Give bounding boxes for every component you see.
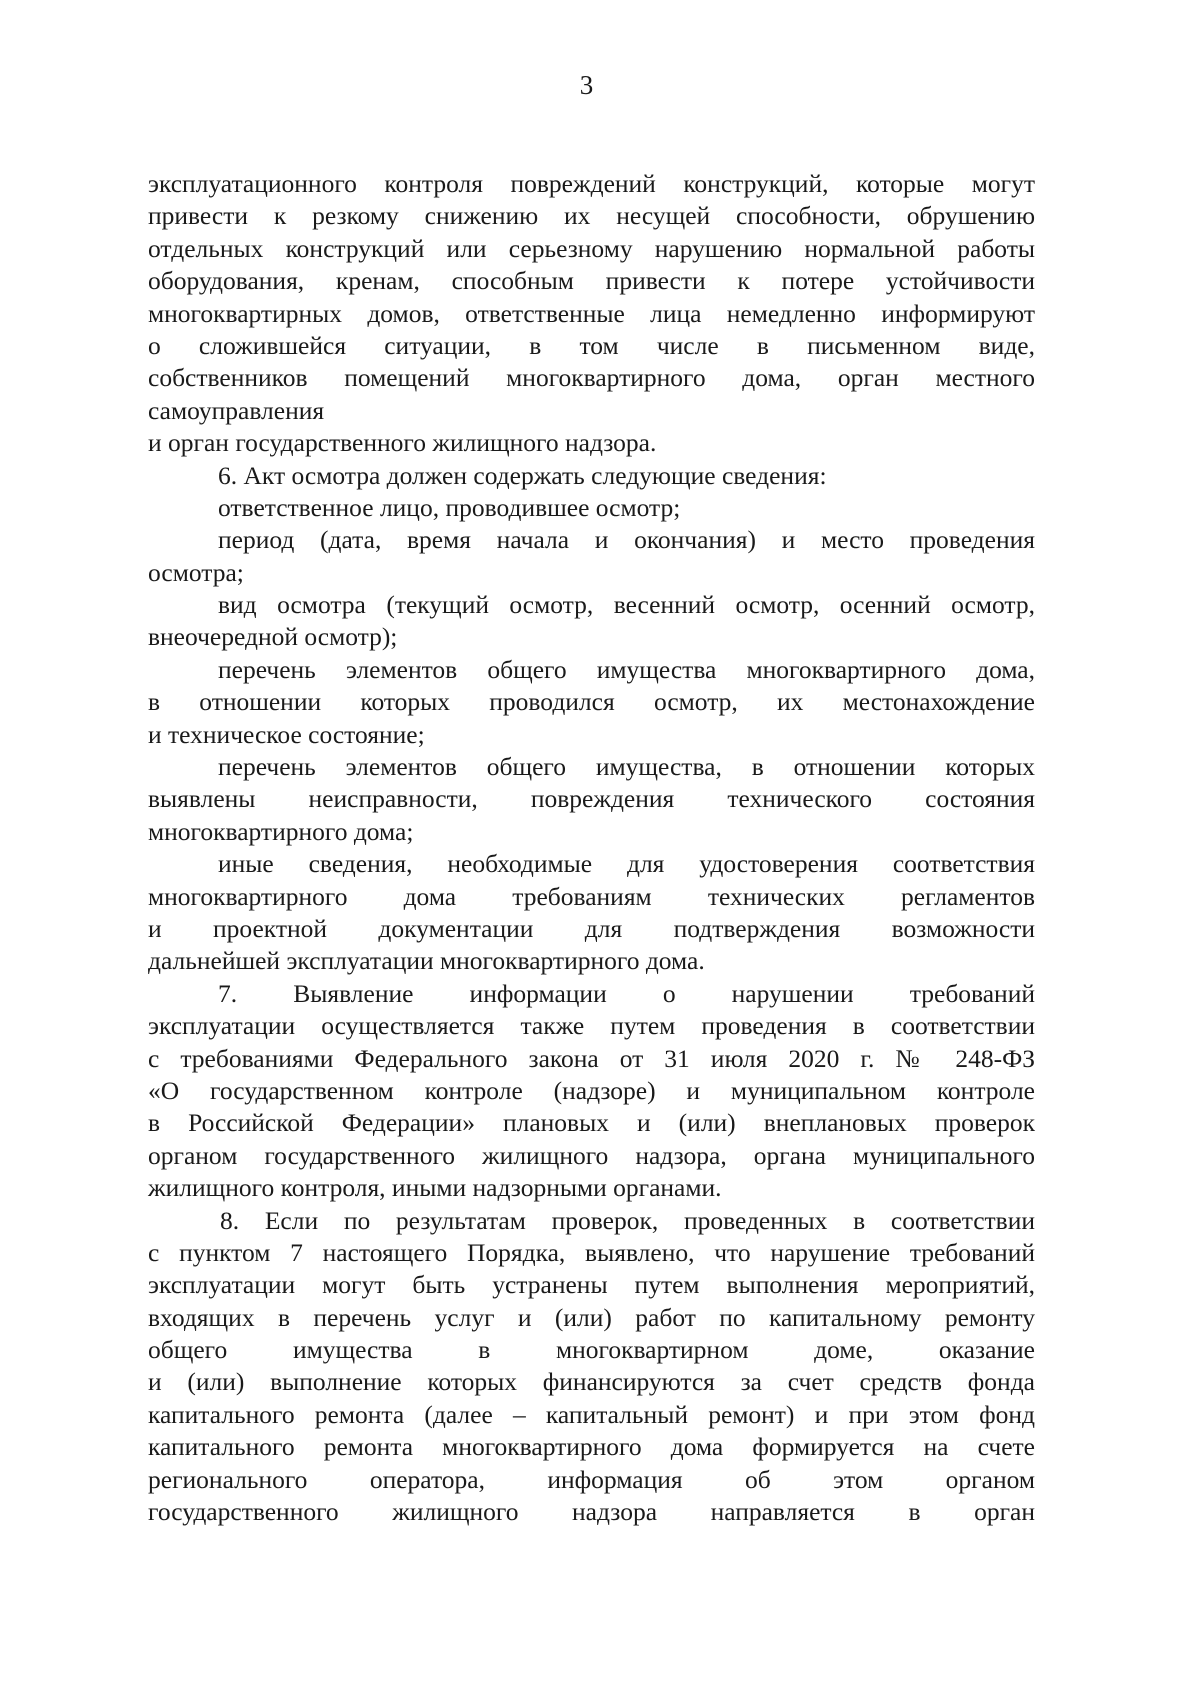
- text-line: и проектной документации для подтверждения возможности: [148, 913, 1035, 943]
- text-line: собственников помещений многоквартирного дома, орган местного: [148, 363, 1035, 393]
- text-line: эксплуатации могут быть устранены путем выполнения мероприятий,: [148, 1270, 1035, 1300]
- text-line: оборудования, кренам, способным привести к потере устойчивости: [148, 266, 1035, 296]
- text-line: 6. Акт осмотра должен содержать следующие сведения:: [218, 460, 827, 490]
- text-line: многоквартирного дома требованиям технических регламентов: [148, 881, 1035, 911]
- text-line: перечень элементов общего имущества многоквартирного дома,: [218, 654, 1035, 684]
- page-number: 3: [579, 70, 594, 100]
- text-line: эксплуатации осуществляется также путем проведения в соответствии: [148, 1011, 1035, 1041]
- text-line: регионального оператора, информация об этом органом: [148, 1464, 1035, 1494]
- text-line: вид осмотра (текущий осмотр, весенний осмотр, осенний осмотр,: [218, 590, 1035, 620]
- text-line: в Российской Федерации» плановых и (или) внеплановых проверок: [148, 1108, 1035, 1138]
- text-line: 8. Если по результатам проверок, проведенных в соответствии: [220, 1205, 1035, 1235]
- text-line: перечень элементов общего имущества, в отношении которых: [218, 752, 1035, 782]
- text-line: дальнейшей эксплуатации многоквартирного дома.: [148, 946, 705, 976]
- text-line: в отношении которых проводился осмотр, их местонахождение: [148, 687, 1035, 717]
- text-line: государственного жилищного надзора направляется в орган: [148, 1497, 1035, 1527]
- text-line: период (дата, время начала и окончания) и место проведения: [218, 525, 1035, 555]
- document-body: [148, 168, 1035, 1528]
- text-line: привести к резкому снижению их несущей способности, обрушению: [148, 201, 1035, 231]
- text-line: отдельных конструкций или серьезному нарушению нормальной работы: [148, 233, 1035, 263]
- text-line: «О государственном контроле (надзоре) и муниципальном контроле: [148, 1075, 1035, 1105]
- text-line: и орган государственного жилищного надзора.: [148, 428, 657, 458]
- text-line: ответственное лицо, проводившее осмотр;: [218, 492, 681, 522]
- text-line: внеочередной осмотр);: [148, 622, 398, 652]
- text-line: самоуправления: [148, 395, 325, 425]
- text-line: и (или) выполнение которых финансируются за счет средств фонда: [148, 1367, 1035, 1397]
- text-line: 7. Выявление информации о нарушении требований: [218, 978, 1035, 1008]
- text-line: общего имущества в многоквартирном доме, оказание: [148, 1335, 1035, 1365]
- text-line: иные сведения, необходимые для удостоверения соответствия: [218, 849, 1035, 879]
- text-line: выявлены неисправности, повреждения технического состояния: [148, 784, 1035, 814]
- text-line: с требованиями Федерального закона от 31 июля 2020 г. № 248-ФЗ: [148, 1043, 1035, 1073]
- text-line: осмотра;: [148, 557, 244, 587]
- text-line: многоквартирных домов, ответственные лица немедленно информируют: [148, 298, 1035, 328]
- text-line: с пунктом 7 настоящего Порядка, выявлено, что нарушение требований: [148, 1237, 1035, 1267]
- text-line: капитального ремонта (далее – капитальный ремонт) и при этом фонд: [148, 1399, 1035, 1429]
- text-line: многоквартирного дома;: [148, 816, 414, 846]
- text-line: эксплуатационного контроля повреждений конструкций, которые могут: [148, 169, 1035, 198]
- text-line: жилищного контроля, иными надзорными органами.: [148, 1173, 722, 1203]
- text-line: о сложившейся ситуации, в том числе в письменном виде,: [148, 330, 1035, 360]
- text-line: органом государственного жилищного надзора, органа муниципального: [148, 1140, 1035, 1170]
- text-line: капитального ремонта многоквартирного дома формируется на счете: [148, 1432, 1035, 1462]
- text-line: входящих в перечень услуг и (или) работ по капитальному ремонту: [148, 1302, 1035, 1332]
- text-line: и техническое состояние;: [148, 719, 425, 749]
